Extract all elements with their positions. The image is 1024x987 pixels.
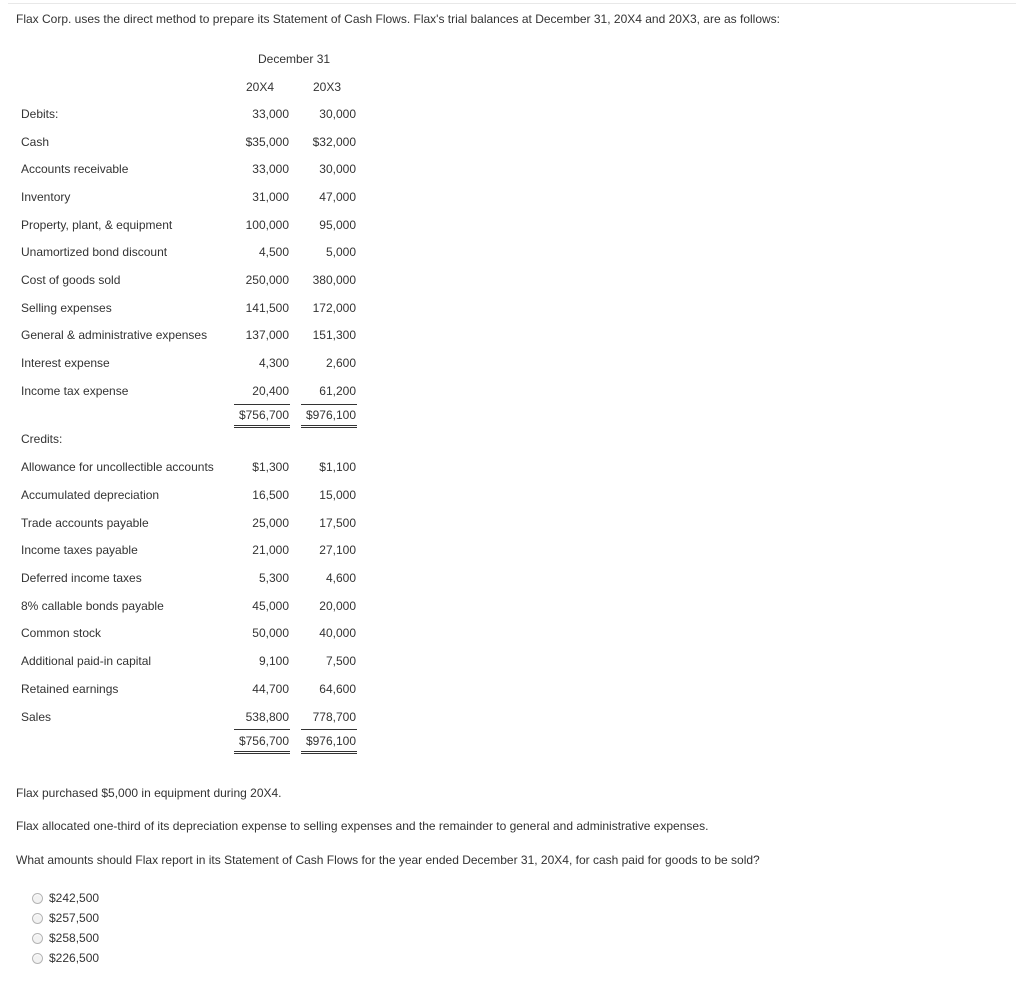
table-cell-20x4: 50,000 [252,626,289,640]
table-cell-20x3: 4,600 [325,571,356,585]
table-cell-20x3: 15,000 [319,488,356,502]
table-cell-20x3: 27,100 [319,543,356,557]
answer-option-label[interactable]: $258,500 [49,931,100,945]
total-double-rule-20x3 [301,427,357,428]
table-cell-20x3: 2,600 [325,356,356,370]
table-cell-20x3: 7,500 [325,654,356,668]
table-row-label: Interest expense [21,356,110,370]
table-cell-20x4: $1,300 [252,460,289,474]
table-cell-20x4: 16,500 [252,488,289,502]
table-cell-20x3: 778,700 [312,710,356,724]
table-cell-20x3: 47,000 [319,190,356,204]
table-row-label: Common stock [21,626,102,640]
table-cell-20x3: 172,000 [312,301,356,315]
total-double-rule-20x3 [301,753,357,754]
answer-option[interactable] [32,951,99,965]
debits-heading-value-20x4: 33,000 [252,107,289,121]
radio-button[interactable] [32,893,43,904]
table-row-label: Additional paid-in capital [21,654,152,668]
table-cell-20x4: 538,800 [245,710,289,724]
table-row-label: Property, plant, & equipment [21,218,173,232]
table-cell-20x4: 137,000 [245,328,289,342]
table-row-label: General & administrative expenses [21,328,208,342]
table-row-label: Income tax expense [21,384,129,398]
credits-total-20x3: $976,100 [305,734,356,748]
table-row-label: Trade accounts payable [21,516,149,530]
total-double-rule-20x3 [301,425,357,426]
answer-option-label[interactable]: $242,500 [49,891,100,905]
table-cell-20x4: 31,000 [252,190,289,204]
total-double-rule-20x4 [234,753,290,754]
table-row-label: Cash [21,135,50,149]
table-row-label: Accumulated depreciation [21,488,160,502]
table-cell-20x4: 9,100 [258,654,289,668]
subtotal-rule-20x4 [234,729,290,730]
question-intro: Flax Corp. uses the direct method to prepare its Statement of Cash Flows. Flax's trial balances at December 31, 20X4 and 20X3, are as follows: [16,12,780,26]
table-row-label: Deferred income taxes [21,571,142,585]
table-row-label: Sales [21,710,52,724]
table-cell-20x3: 61,200 [319,384,356,398]
answer-option[interactable] [32,931,99,945]
table-cell-20x3: 5,000 [325,245,356,259]
table-cell-20x3: $1,100 [319,460,356,474]
table-cell-20x3: 95,000 [319,218,356,232]
table-cell-20x4: 33,000 [252,162,289,176]
debits-heading: Debits: [21,107,59,121]
table-row-label: Income taxes payable [21,543,138,557]
table-cell-20x4: 4,500 [258,245,289,259]
table-cell-20x3: 30,000 [319,162,356,176]
note-equipment-purchase: Flax purchased $5,000 in equipment during 20X4. [16,786,282,800]
table-row-label: Allowance for uncollectible accounts [21,460,214,474]
table-cell-20x3: 64,600 [319,682,356,696]
radio-button[interactable] [32,953,43,964]
table-cell-20x3: 40,000 [319,626,356,640]
table-cell-20x3: 151,300 [312,328,356,342]
top-divider [8,3,1016,4]
total-double-rule-20x3 [301,751,357,752]
table-row-label: Selling expenses [21,301,112,315]
subtotal-rule-20x4 [234,404,290,405]
table-cell-20x4: 25,000 [252,516,289,530]
note-depreciation-allocation: Flax allocated one-third of its depreciation expense to selling expenses and the remainder to general and administrative expenses. [16,819,709,833]
table-cell-20x4: 100,000 [245,218,289,232]
debits-heading-value-20x3: 30,000 [319,107,356,121]
debits-total-20x3: $976,100 [305,408,356,422]
period-header: December 31 [258,52,331,66]
table-cell-20x4: 20,400 [252,384,289,398]
radio-button[interactable] [32,933,43,944]
total-double-rule-20x4 [234,425,290,426]
answer-option[interactable] [32,891,99,905]
table-cell-20x4: $35,000 [245,135,289,149]
col-header-20x4: 20X4 [246,80,275,94]
table-cell-20x3: $32,000 [312,135,356,149]
question-prompt: What amounts should Flax report in its Statement of Cash Flows for the year ended December 31, 20X4, for cash paid for goods to be sold? [16,853,760,867]
radio-button[interactable] [32,913,43,924]
table-row-label: Unamortized bond discount [21,245,168,259]
subtotal-rule-20x3 [301,404,357,405]
debits-total-20x4: $756,700 [238,408,289,422]
answer-option-label[interactable]: $226,500 [49,951,100,965]
table-cell-20x4: 45,000 [252,599,289,613]
table-cell-20x4: 141,500 [245,301,289,315]
table-row-label: Retained earnings [21,682,119,696]
total-double-rule-20x4 [234,427,290,428]
table-row-label: 8% callable bonds payable [21,599,164,613]
subtotal-rule-20x3 [301,729,357,730]
answer-option[interactable] [32,911,99,925]
table-cell-20x3: 17,500 [319,516,356,530]
total-double-rule-20x4 [234,751,290,752]
table-row-label: Accounts receivable [21,162,129,176]
col-header-20x3: 20X3 [313,80,342,94]
table-row-label: Inventory [21,190,71,204]
table-cell-20x3: 380,000 [312,273,356,287]
table-cell-20x4: 21,000 [252,543,289,557]
table-cell-20x4: 4,300 [258,356,289,370]
table-row-label: Cost of goods sold [21,273,121,287]
table-cell-20x3: 20,000 [319,599,356,613]
table-cell-20x4: 250,000 [245,273,289,287]
table-cell-20x4: 5,300 [258,571,289,585]
credits-total-20x4: $756,700 [238,734,289,748]
table-cell-20x4: 44,700 [252,682,289,696]
credits-heading: Credits: [21,432,63,446]
answer-option-label[interactable]: $257,500 [49,911,100,925]
